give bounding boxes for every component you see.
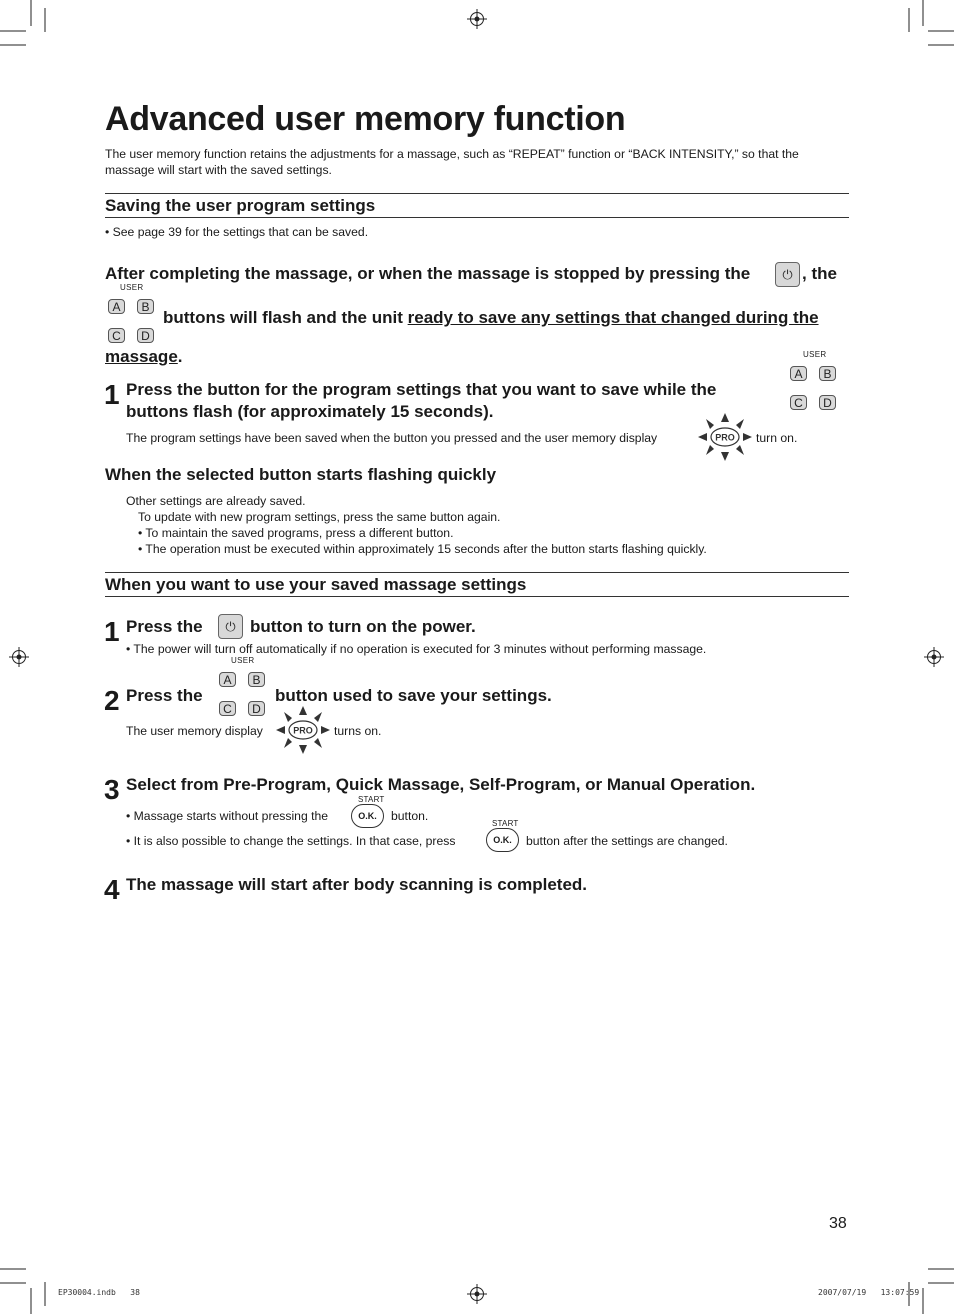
footer-file-info: EP30004.indb 38 [58,1288,140,1297]
user-button-a-icon: A [790,366,807,381]
use-step1-note: • The power will turn off automatically if no operation is executed for 3 minutes without performing massage. [126,642,707,656]
sub-note-2: To update with new program settings, press the same button again. [138,510,501,524]
user-button-a-icon: A [219,672,236,687]
user-label: USER [803,350,827,359]
user-button-d-icon: D [137,328,154,343]
pro-label: PRO [715,432,735,443]
user-button-c-icon: C [219,701,236,716]
use-step2-a: Press the [126,686,203,705]
intro-text: The user memory function retains the adjustments for a massage, such as “REPEAT” function or “BACK INTENSITY,” so that the massage will start with the saved settings. [105,147,799,177]
section-heading-use: When you want to use your saved massage settings [105,572,849,597]
step1-line1: Press the button for the program settings that you want to save while the [126,380,717,399]
user-button-b-icon: B [819,366,836,381]
start-label: START [358,795,385,804]
use-step3-note1-b: button. [391,809,429,823]
registration-target-icon [467,9,487,29]
subheading-flashing: When the selected button starts flashing quickly [105,465,497,484]
use-step1-a: Press the [126,617,203,636]
use-step3-note2-a: • It is also possible to change the settings. In that case, press [126,834,456,848]
footer-timestamp: 2007/07/19 13:07:59 [818,1288,920,1297]
lead-text-3a: buttons will flash and the unit [163,308,403,327]
step1-note-b: turn on. [756,431,798,445]
user-button-d-icon: D [248,701,265,716]
sub-note-1: Other settings are already saved. [126,494,306,508]
lead-text-1: After completing the massage, or when the massage is stopped by pressing the [105,264,751,283]
use-step2-b: button used to save your settings. [275,686,552,705]
lead-text-2: , the [802,264,837,283]
user-label: USER [120,283,144,292]
use-step3: Select from Pre-Program, Quick Massage, Self-Program, or Manual Operation. [126,775,756,794]
step-number-1: 1 [104,379,120,410]
user-button-b-icon: B [137,299,154,314]
sub-note-4: • The operation must be executed within approximately 15 seconds after the button starts flashing quickly. [138,542,707,556]
step-number-4: 4 [104,874,120,905]
lead-underline-text-2: massage [105,347,178,366]
use-step4: The massage will start after body scanning is completed. [126,875,588,894]
section-heading-saving: Saving the user program settings [105,193,849,218]
use-step3-note2-b: button after the settings are changed. [526,834,728,848]
step-number-2: 2 [104,685,120,716]
user-button-d-icon: D [819,395,836,410]
step1-note-a: The program settings have been saved when the button you pressed and the user memory display [126,431,658,445]
user-button-b-icon: B [248,672,265,687]
page-number: 38 [829,1215,847,1232]
lead-text-3 [163,307,819,329]
lead-underline-text: ready to save any settings that changed during the [407,308,819,327]
user-label: USER [231,656,255,665]
pro-display-icon [698,413,752,461]
registration-target-icon [467,1284,487,1304]
user-button-c-icon: C [108,328,125,343]
registration-target-icon [9,647,29,667]
start-label: START [492,819,519,828]
use-step1-b: button to turn on the power. [250,617,476,636]
use-step3-note1-a: • Massage starts without pressing the [126,809,329,823]
pro-label: PRO [293,725,313,736]
step-number-3: 3 [104,774,120,805]
power-button-icon: ⏻ [218,614,243,639]
sub-note-3: • To maintain the saved programs, press a different button. [138,526,454,540]
lead-text-4 [105,346,183,368]
use-step2-note-b: turns on. [334,724,382,738]
see-page-note: • See page 39 for the settings that can be saved. [105,225,369,239]
pro-display-icon [276,706,330,754]
page-title: Advanced user memory function [105,100,626,138]
use-step2-note-a: The user memory display [126,724,263,738]
step1-line2: buttons flash (for approximately 15 seconds). [126,402,494,421]
ok-start-button-icon: O.K. [486,828,519,852]
ok-start-button-icon: O.K. [351,804,384,828]
user-button-a-icon: A [108,299,125,314]
lead-end: . [177,347,183,366]
registration-target-icon [924,647,944,667]
power-button-icon: ⏻ [775,262,800,287]
user-button-c-icon: C [790,395,807,410]
step-number-1: 1 [104,616,120,647]
